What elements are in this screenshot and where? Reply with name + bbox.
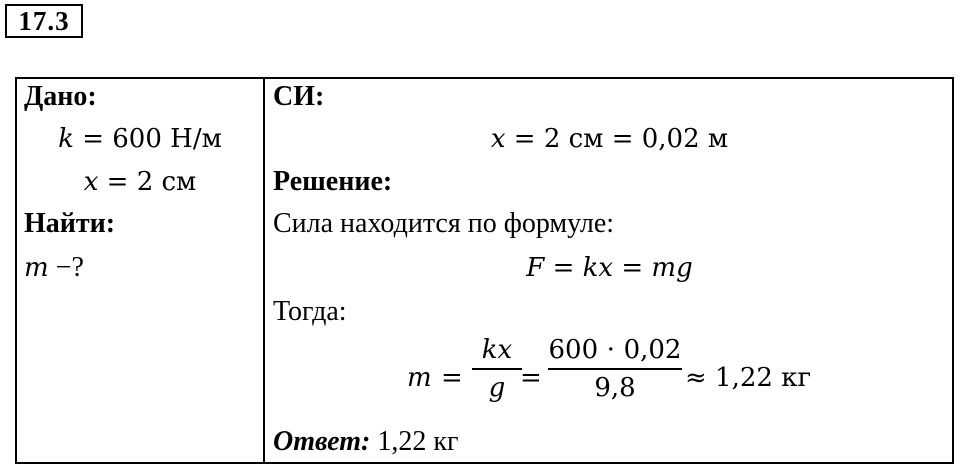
fraction-values (548, 334, 682, 404)
si-conversion-value: = 2 см = 0,02 м (505, 124, 729, 154)
fraction1-bar (472, 368, 522, 370)
given-k (17, 123, 263, 155)
var-k-formula: k (582, 253, 599, 283)
find-m (24, 252, 84, 284)
var-m: m (24, 253, 49, 283)
given-x-value: = 2 см (98, 167, 197, 197)
find-m-rest: −? (48, 252, 84, 283)
formula-eq1: = (544, 253, 583, 283)
solution-heading: Решение: (273, 166, 393, 197)
given-x (17, 166, 263, 198)
fraction2-bar (548, 368, 682, 370)
fraction-kx-over-g (472, 334, 522, 404)
result-m: m (407, 363, 432, 393)
result-eq2: = (520, 363, 542, 393)
var-m-formula: m (651, 253, 677, 283)
force-formula (265, 252, 954, 284)
result-eq1: = (441, 363, 463, 393)
solution-intro: Сила находится по формуле: (273, 208, 615, 239)
var-F: F (526, 253, 545, 283)
var-x-si: x (490, 124, 506, 154)
result-approx: ≈ 1,22 кг (685, 363, 812, 393)
answer (273, 426, 458, 458)
given-k-value: = 600 Н/м (73, 124, 222, 154)
fraction2-denominator: 9,8 (594, 373, 636, 403)
given-heading: Дано: (24, 81, 97, 112)
si-conversion (265, 123, 954, 155)
var-x-formula: x (598, 253, 614, 283)
var-k: k (58, 124, 74, 154)
fraction2-numerator: 600 ⋅ 0,02 (548, 335, 682, 365)
var-x: x (83, 167, 99, 197)
problem-number: 17.3 (5, 4, 83, 38)
si-heading: СИ: (273, 81, 325, 112)
fraction1-denominator: g (488, 373, 506, 403)
answer-value: 1,22 кг (370, 426, 459, 457)
formula-eq2: = (613, 253, 652, 283)
solution-table (15, 77, 954, 464)
fraction1-numerator: kx (481, 335, 513, 365)
var-g-formula: g (676, 253, 693, 283)
then-label: Тогда: (273, 296, 347, 327)
answer-label: Ответ: (273, 426, 371, 457)
find-heading: Найти: (24, 208, 116, 239)
